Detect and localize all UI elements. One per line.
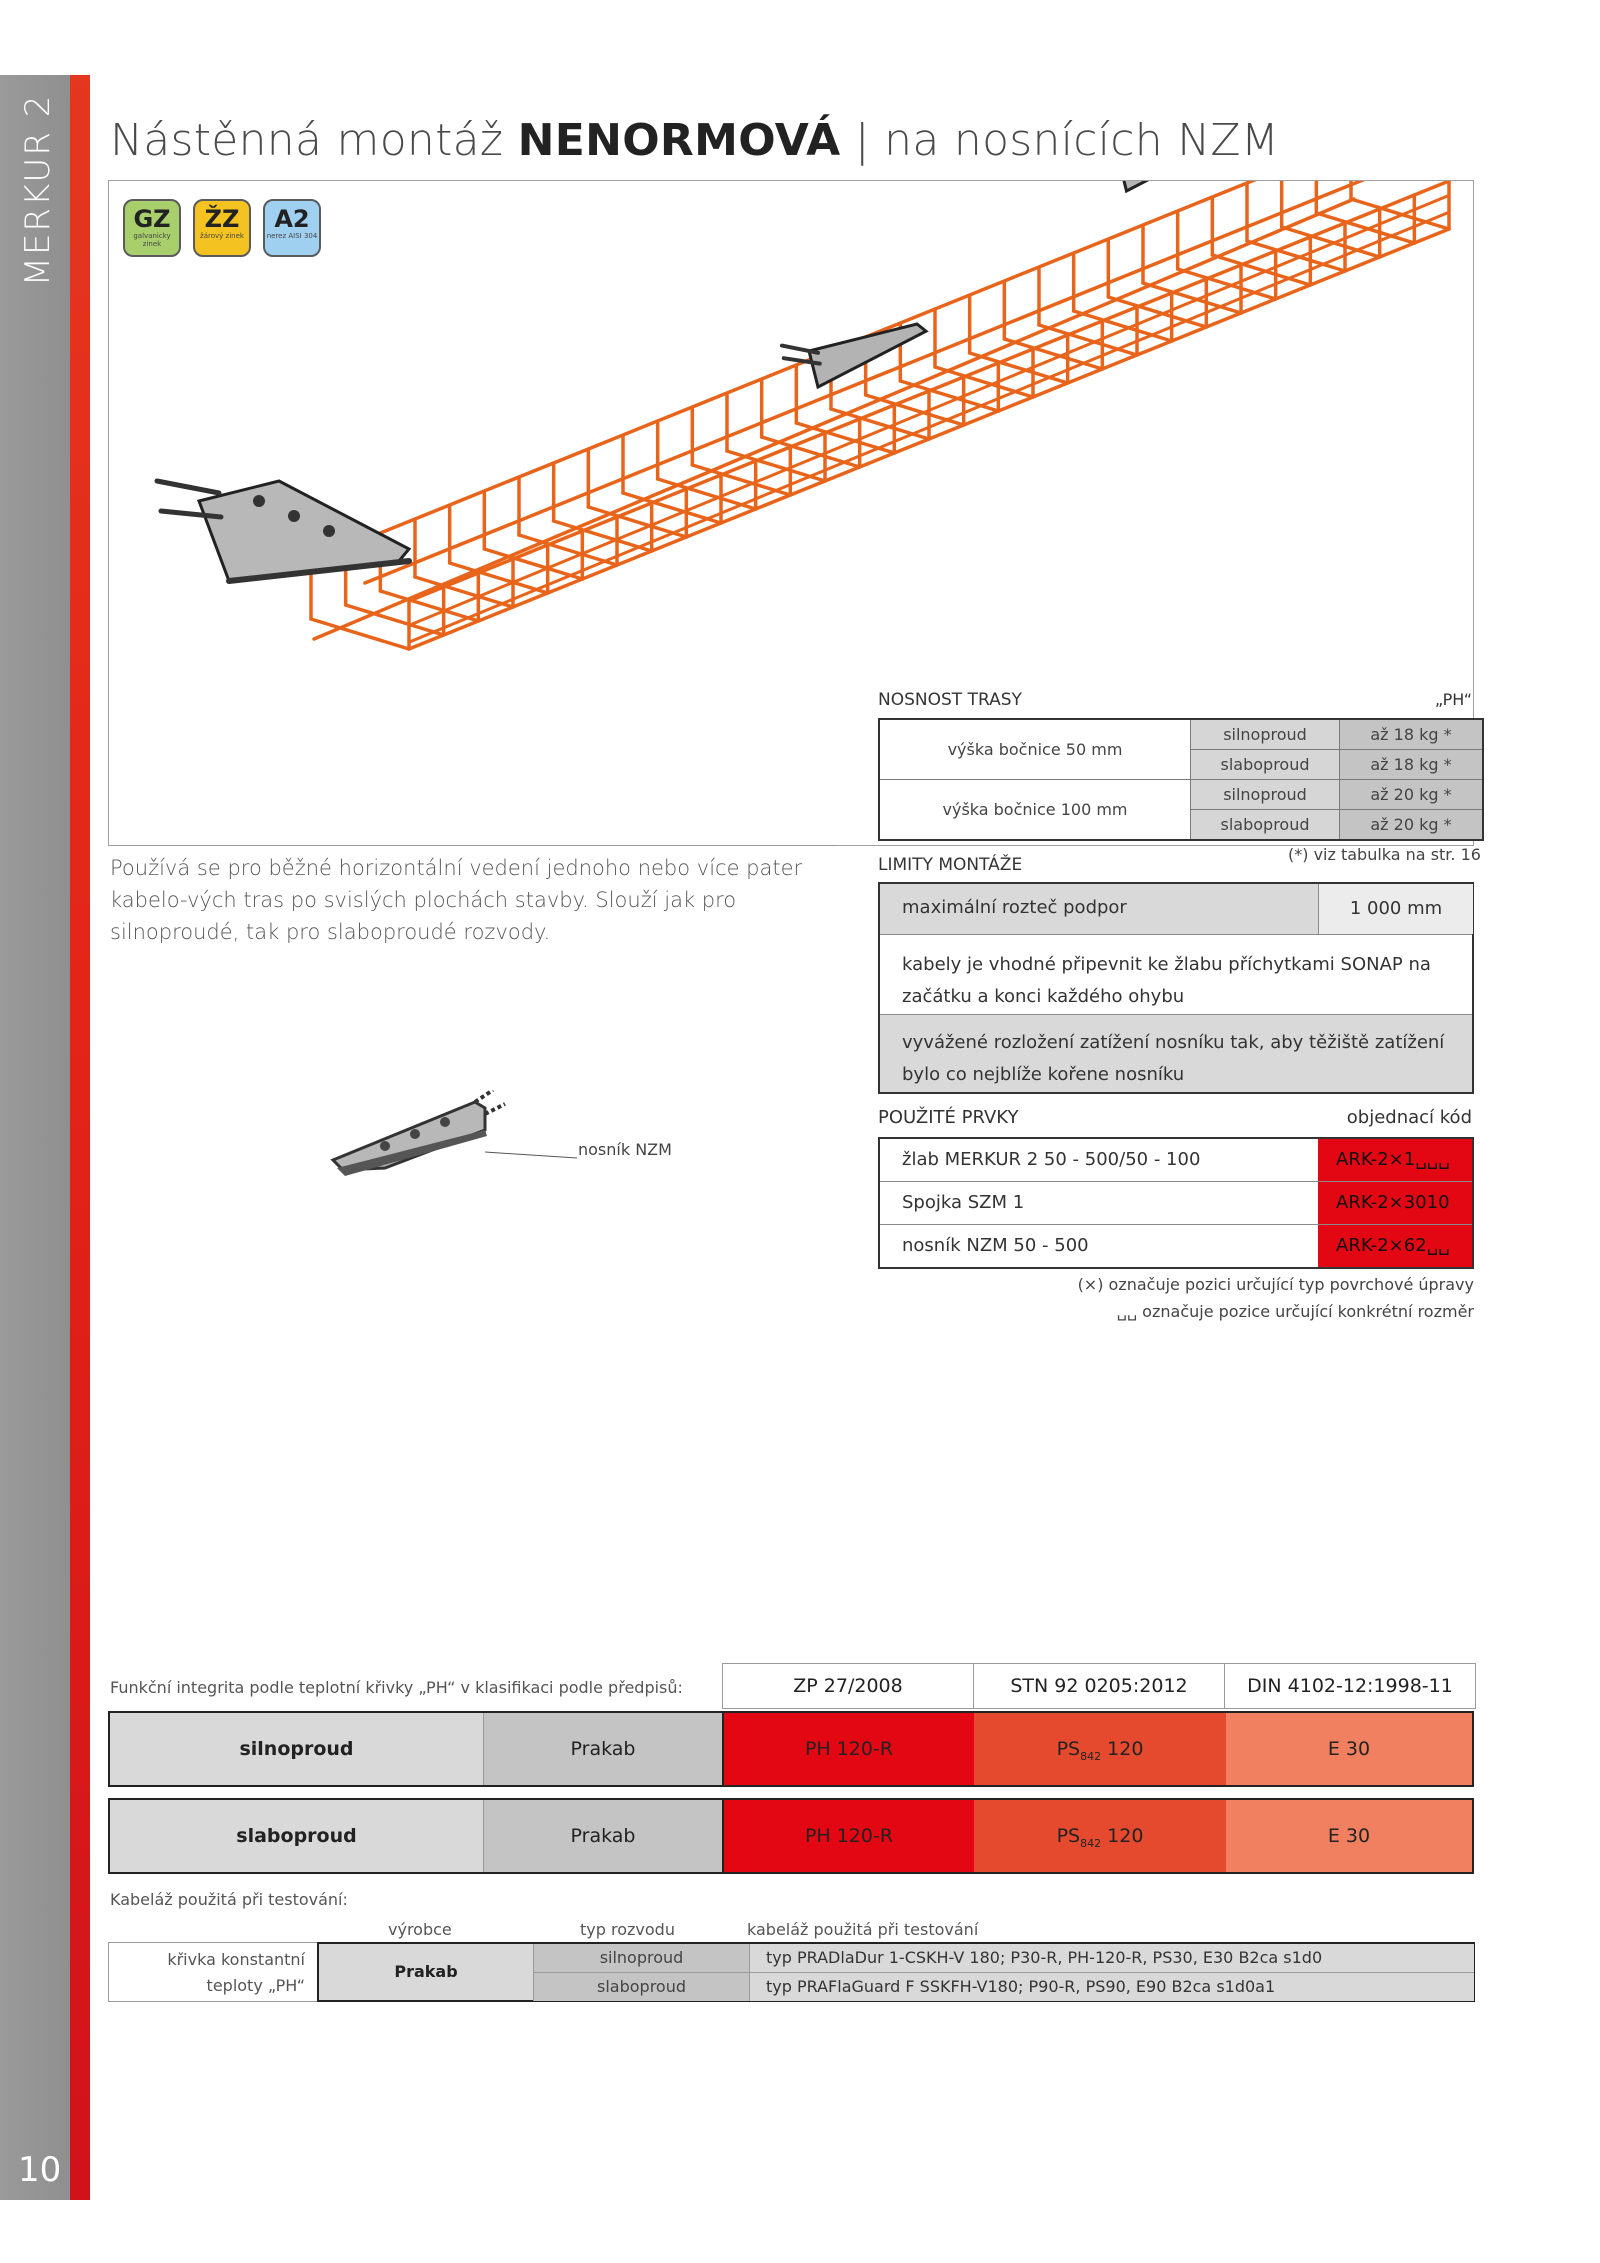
table-row: silnoproud typ PRADlaDur 1-CSKH-V 180; P30-R, PH-120-R, PS30, E30 B2ca s1d0 <box>533 1944 1474 1973</box>
integrity-row: silnoproud Prakab PH 120-R $PS_{842}$ 120 E 30 <box>108 1711 1474 1787</box>
page-number: 10 <box>18 2150 62 2190</box>
parts-heading: POUŽITÉ PRVKY objednací kód <box>878 1107 1472 1128</box>
bracket-label: nosník NZM <box>578 1140 672 1159</box>
table-row: kabely je vhodné připevnit ke žlabu příchytkami SONAP na začátku a konci každého ohybu <box>880 934 1472 1014</box>
limits-heading: LIMITY MONTÁŽE <box>878 855 1023 875</box>
description-text: Používá se pro běžné horizontální vedení jednoho nebo více pater kabelo-vých tras po svislých plochách stavby. Slouží jak pro silnoproudé, tak pro slaboproudé rozvody. <box>110 845 836 948</box>
table-row: Spojka SZM 1 ARK-2×3010 <box>880 1181 1472 1224</box>
legend-surface: (×) označuje pozici určující typ povrchové úpravy <box>1077 1275 1474 1294</box>
table-row: slaboproud typ PRAFlaGuard F SSKFH-V180; P90-R, PS90, E90 B2ca s1d0a1 <box>533 1973 1474 2001</box>
limits-table <box>878 882 1474 1094</box>
table-row: vyvážené rozložení zatížení nosníku tak, aby těžiště zatížení bylo co nejblíže kořene nosníku <box>880 1014 1472 1092</box>
table-row: slaboproud až 20 kg * <box>879 810 1483 841</box>
integrity-caption: Funkční integrita podle teplotní křivky „PH“ v klasifikaci podle předpisů: <box>110 1678 683 1697</box>
legend-dimension: ␣␣ označuje pozice určující konkrétní rozměr <box>1116 1302 1474 1321</box>
cables-row-label: křivka konstantní teploty „PH“ <box>167 1950 305 1995</box>
standard-din: DIN 4102-12:1998-11 <box>1224 1664 1475 1708</box>
standard-zp: ZP 27/2008 <box>793 1675 903 1697</box>
badge-hot-dip: ŽZ žárový zinek <box>193 199 251 257</box>
capacity-heading: NOSNOST TRASY „PH“ <box>878 690 1472 710</box>
capacity-note: (*) viz tabulka na str. 16 <box>1288 845 1481 864</box>
cables-header-cabling: kabeláž použitá při testování <box>747 1920 979 1939</box>
cables-manufacturer: Prakab <box>319 1944 533 2000</box>
series-label: MERKUR 2 <box>18 93 58 287</box>
badge-galvanized: GZ galvanicky zinek <box>123 199 181 257</box>
table-row: maximální rozteč podpor 1 000 mm <box>880 884 1472 934</box>
side-bar <box>0 75 70 2200</box>
capacity-table <box>878 718 1484 841</box>
standard-stn: STN 92 0205:2012 <box>973 1664 1224 1708</box>
cables-header-manufacturer: výrobce <box>388 1920 452 1939</box>
badge-stainless: A2 nerez AISI 304 <box>263 199 321 257</box>
integrity-standards-header <box>722 1663 1476 1709</box>
table-row: slaboproud až 18 kg * <box>879 750 1483 780</box>
page-title: Nástěnná montáž NENORMOVÁ | na nosnících NZM <box>110 115 1280 166</box>
table-row: nosník NZM 50 - 500 ARK-2×62␣␣ <box>880 1224 1472 1267</box>
table-row: výška bočnice 50 mm silnoproud až 18 kg * <box>879 719 1483 750</box>
cables-caption: Kabeláž použitá při testování: <box>110 1890 348 1909</box>
cables-header-distribution: typ rozvodu <box>580 1920 675 1939</box>
table-row: výška bočnice 100 mm silnoproud až 20 kg * <box>879 780 1483 810</box>
cables-table <box>108 1942 1474 2002</box>
table-row: žlab MERKUR 2 50 - 500/50 - 100 ARK-2×1␣␣␣ <box>880 1139 1472 1181</box>
parts-table <box>878 1137 1474 1269</box>
integrity-row: slaboproud Prakab PH 120-R $PS_{842}$ 120 E 30 <box>108 1798 1474 1874</box>
bracket-illustration <box>325 1090 585 1180</box>
accent-bar <box>70 75 90 2200</box>
